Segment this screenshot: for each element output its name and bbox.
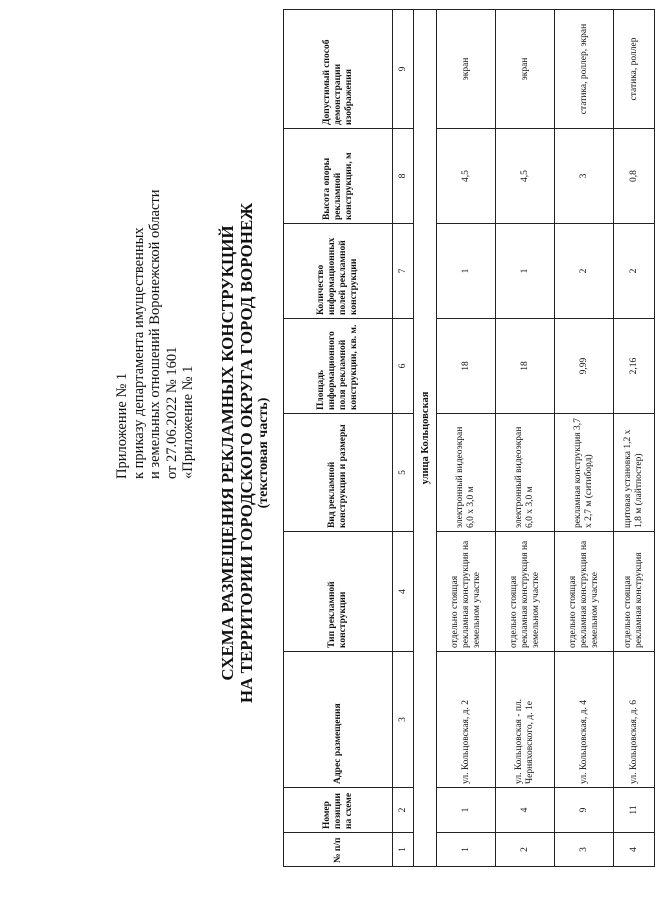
table-cell: 3 (555, 833, 614, 867)
table-cell: 9 (555, 788, 614, 833)
table-cell: 1 (437, 224, 496, 319)
column-number: 7 (393, 224, 414, 319)
table-cell: 2 (555, 224, 614, 319)
table-cell: отдельно стоящая рекламная конструкция на земельном участке (437, 532, 496, 652)
table-cell: 4 (496, 788, 555, 833)
header-cell: Номер позиции на схеме (284, 788, 393, 833)
table-cell: электронный видеоэкран 6,0 х 3,0 м (437, 414, 496, 532)
table-cell: 2 (496, 833, 555, 867)
table-header-row (284, 10, 393, 867)
table-cell: 4 (614, 833, 655, 867)
table-cell: щитовая установка 1,2 х 1,8 м (лайтпостер) (614, 414, 655, 532)
column-number: 9 (393, 10, 414, 129)
table-cell: 1 (437, 788, 496, 833)
document-subtitle: (текстовая часть) (256, 397, 271, 509)
table-cell: 4,5 (437, 129, 496, 224)
table-row (555, 10, 614, 867)
table-cell: статика, роллер (614, 10, 655, 129)
column-number-row (393, 10, 414, 867)
table-cell: электронный видеоэкран 6,0 х 3,0 м (496, 414, 555, 532)
table-row (496, 10, 555, 867)
table-row (614, 10, 655, 867)
street-name: улица Кольцовская (414, 10, 437, 867)
table-cell: 18 (496, 319, 555, 414)
appendix-line: к приказу департамента имущественных (130, 227, 147, 479)
table-cell: ул. Кольцовская, д. 4 (555, 652, 614, 788)
table-cell: отдельно стоящая рекламная конструкция на земельном участке (496, 532, 555, 652)
column-number: 2 (393, 788, 414, 833)
appendix-line: Приложение № 1 (114, 372, 130, 479)
table-cell: 18 (437, 319, 496, 414)
header-cell: Высота опоры рекламной конструкции, м (284, 129, 393, 224)
column-number: 5 (393, 414, 414, 532)
table-cell: 9,99 (555, 319, 614, 414)
title-line-2: НА ТЕРРИТОРИИ ГОРОДСКОГО ОКРУГА ГОРОД ВОРОНЕЖ (237, 202, 256, 704)
table-cell: 11 (614, 788, 655, 833)
table-cell: 2,16 (614, 319, 655, 414)
table-cell: экран (496, 10, 555, 129)
header-cell: Допустимый способ демонстрации изображения (284, 10, 393, 129)
table-cell: 0,8 (614, 129, 655, 224)
title-line-1: СХЕМА РАЗМЕЩЕНИЯ РЕКЛАМНЫХ КОНСТРУКЦИЙ (218, 225, 237, 681)
appendix-line: от 27.06.2022 № 1601 (163, 346, 180, 479)
table-cell: ул. Кольцовская - пл. Черняховского, д. 1е (496, 652, 555, 788)
column-number: 6 (393, 319, 414, 414)
table-cell: 1 (496, 224, 555, 319)
appendix-block (114, 49, 197, 479)
table-cell: экран (437, 10, 496, 129)
header-cell: № п/п (284, 833, 393, 867)
header-cell: Вид рекламной конструкции и размеры (284, 414, 393, 532)
table-cell: рекламная конструкция 3,7 х 2,7 м (ситиборд) (555, 414, 614, 532)
placement-table (283, 9, 655, 867)
table-cell: 4,5 (496, 129, 555, 224)
appendix-line: и земельных отношений Воронежской области (147, 189, 163, 479)
column-number: 4 (393, 532, 414, 652)
street-section-row (414, 10, 437, 867)
table-cell: 1 (437, 833, 496, 867)
column-number: 3 (393, 652, 414, 788)
header-cell: Адрес размещения (284, 652, 393, 788)
document-title (218, 53, 256, 853)
table-cell: отдельно стоящая рекламная конструкция на земельном участке (555, 532, 614, 652)
table-cell: статика, роллер, экран (555, 10, 614, 129)
table-cell: ул. Кольцовская, д. 6 (614, 652, 655, 788)
column-number: 1 (393, 833, 414, 867)
table-cell: 2 (614, 224, 655, 319)
table-cell: 3 (555, 129, 614, 224)
table-row (437, 10, 496, 867)
appendix-line: «Приложение № 1 (180, 365, 196, 479)
header-cell: Количество информационных полей рекламной конструкции (284, 224, 393, 319)
header-cell: Тип рекламной конструкции (284, 532, 393, 652)
table-cell: ул. Кольцовская, д. 2 (437, 652, 496, 788)
column-number: 8 (393, 129, 414, 224)
header-cell: Площадь информационного поля рекламной конструкции, кв. м. (284, 319, 393, 414)
table-cell: отдельно стоящая рекламная конструкция (614, 532, 655, 652)
